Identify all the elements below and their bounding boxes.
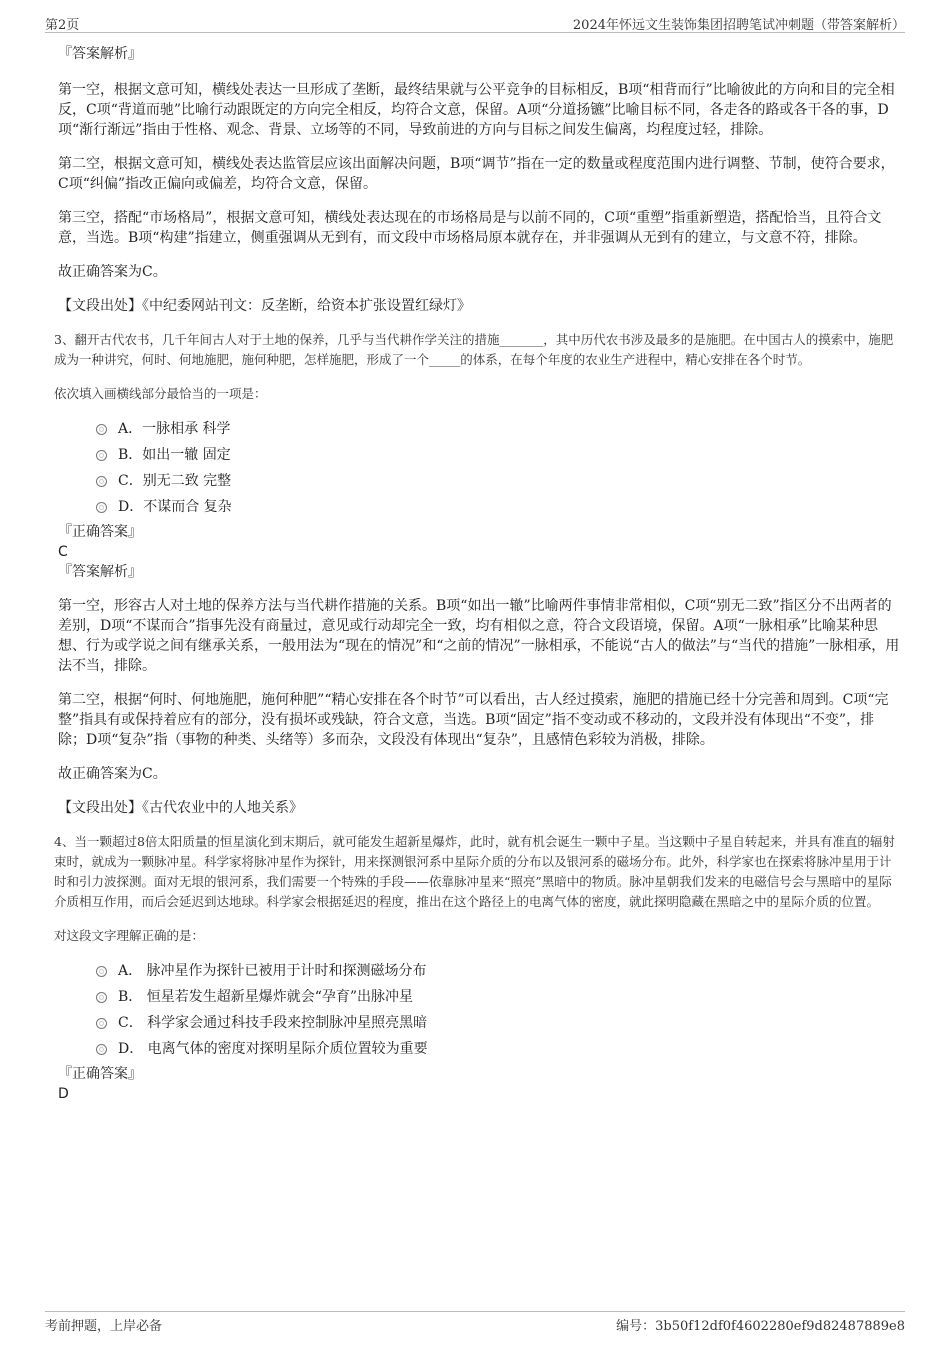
analysis-paragraph-2: 第二空，根据文意可知，横线处表达监管层应该出面解决问题，B项“调节”指在一定的数量或程度范围内进行调整、节制，使符合要求，C项“纠偏”指改正偏向或偏差，均符合文意，保留。 xyxy=(58,156,895,192)
option-b[interactable]: B．如出一辙 固定 xyxy=(96,442,902,468)
radio-icon[interactable] xyxy=(96,476,107,487)
analysis-label: 『答案解析』 xyxy=(58,564,142,580)
question-4-options xyxy=(58,958,902,1062)
question-4-prompt: 对这段文字理解正确的是： xyxy=(54,928,205,943)
analysis-label: 『答案解析』 xyxy=(58,46,142,62)
radio-icon[interactable] xyxy=(96,450,107,461)
question-4-stem: 4、当一颗超过8倍太阳质量的恒星演化到末期后，就可能发生超新星爆炸，此时，就有机会诞生一颗中子星。当这颗中子星自转起来，并具有准直的辐射束时，就成为一颗脉冲星。科学家将脉冲星作为探针，用来探测银河系中星际介质的分布以及银河系的磁场分布。此外，科学家也在探索将脉冲星用于计时和引力波探测。面对无垠的银河系，我们需要一个特殊的手段——依靠脉冲星来“照亮”黑暗中的物质。脉冲星朝我们发来的电磁信号会与黑暗中的星际介质相互作用，而后会延迟到达地球。科学家会根据延迟的程度，推出在这个路径上的电离气体的密度，就此探明隐藏在黑暗之中的星际介质的位置。 xyxy=(54,834,895,909)
document-title: 2024年怀远文生装饰集团招聘笔试冲刺题（带答案解析） xyxy=(572,18,905,33)
option-d[interactable]: D． 电离气体的密度对探明星际介质位置较为重要 xyxy=(96,1036,902,1062)
radio-icon[interactable] xyxy=(96,1018,107,1029)
page-footer xyxy=(45,1311,905,1335)
option-d[interactable]: D．不谋而合 复杂 xyxy=(96,494,902,520)
document-body xyxy=(54,44,902,1104)
page-number: 第2页 xyxy=(45,18,80,33)
analysis-paragraph-3: 第三空，搭配“市场格局”，根据文意可知，横线处表达现在的市场格局是与以前不同的，C项“重塑”指重新塑造，搭配恰当，且符合文意，当选。B项“构建”指建立，侧重强调从无到有，而文段中市场格局原本就存在，并非强调从无到有的建立，与文意不符，排除。 xyxy=(58,210,882,246)
analysis-paragraph-2: 第二空，根据“何时、何地施肥，施何种肥”“精心安排在各个时节”可以看出，古人经过摸索，施肥的措施已经十分完善和周到。C项“完整”指具有或保持着应有的部分，没有损坏或残缺，符合文意，当选。B项“固定”指不变动或不移动的，文段并没有体现出“不变”，排除；D项“复杂”指（事物的种类、头绪等）多而杂，文段没有体现出“复杂”，且感情色彩较为消极，排除。 xyxy=(58,692,889,748)
analysis-paragraph-1: 第一空，形容古人对土地的保养方法与当代耕作措施的关系。B项“如出一辙”比喻两件事情非常相似，C项“别无二致”指区分不出两者的差别，D项“不谋而合”指事先没有商量过，意见或行动却完全一致，均有相似之意，符合文段语境，保留。A项“一脉相承”比喻某种思想、行为或学说之间有继承关系，一般用法为“现在的情况”和“之前的情况”一脉相承，不能说“古人的做法”与“当代的措施”一脉相承，用法不当，排除。 xyxy=(58,598,900,674)
analysis-paragraph-1: 第一空，根据文意可知，横线处表达一旦形成了垄断，最终结果就与公平竞争的目标相反，B项“相背而行”比喻彼此的方向和目的完全相反，C项“背道而驰”比喻行动跟既定的方向完全相反，均符合文意，保留。A项“分道扬镳”比喻目标不同，各走各的路或各干各的事，D项“渐行渐远”指由于性格、观念、背景、立场等的不同，导致前进的方向与目标之间发生偏离，均程度过轻，排除。 xyxy=(58,82,895,138)
footer-slogan: 考前押题，上岸必备 xyxy=(45,1319,163,1334)
option-c[interactable]: C． 科学家会通过科技手段来控制脉冲星照亮黑暗 xyxy=(96,1010,902,1036)
radio-icon[interactable] xyxy=(96,502,107,513)
radio-icon[interactable] xyxy=(96,992,107,1003)
option-a[interactable]: A． 脉冲星作为探针已被用于计时和探测磁场分布 xyxy=(96,958,902,984)
question-3-prompt: 依次填入画横线部分最恰当的一项是： xyxy=(54,386,267,401)
option-a[interactable]: A．一脉相承 科学 xyxy=(96,416,902,442)
radio-icon[interactable] xyxy=(96,966,107,977)
option-c[interactable]: C．别无二致 完整 xyxy=(96,468,902,494)
source-citation: 【文段出处】《中纪委网站刊文：反垄断，给资本扩张设置红绿灯》 xyxy=(58,298,471,314)
correct-answer-label: 『正确答案』 xyxy=(58,1066,142,1082)
question-3-stem: 3、翻开古代农书，几千年间古人对于土地的保养，几乎与当代耕作学关注的措施_______，其中历代农书涉及最多的是施肥。在中国古人的摸索中，施肥成为一种讲究，何时、何地施肥，施何种肥，怎样施肥，形成了一个_____的体系，在每个年度的农业生产进程中，精心安排在各个时节。 xyxy=(54,332,894,367)
radio-icon[interactable] xyxy=(96,1044,107,1055)
option-b[interactable]: B． 恒星若发生超新星爆炸就会“孕育”出脉冲星 xyxy=(96,984,902,1010)
radio-icon[interactable] xyxy=(96,424,107,435)
correct-answer: C xyxy=(58,544,68,560)
source-citation: 【文段出处】《古代农业中的人地关系》 xyxy=(58,800,303,816)
page-header xyxy=(45,14,905,33)
correct-answer: D xyxy=(58,1086,69,1102)
conclusion: 故正确答案为C。 xyxy=(58,766,167,782)
document-id: 编号：3b50f12df0f4602280ef9d82487889e8 xyxy=(616,1319,905,1334)
correct-answer-label: 『正确答案』 xyxy=(58,524,142,540)
question-3-options xyxy=(58,416,902,520)
conclusion: 故正确答案为C。 xyxy=(58,264,167,280)
